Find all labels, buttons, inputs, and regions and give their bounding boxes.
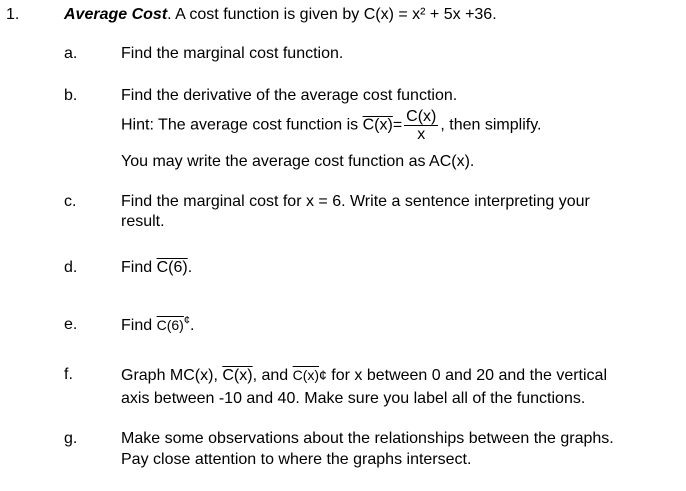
part-e-prefix: Find [121, 317, 157, 334]
part-c-line2: result. [121, 213, 165, 230]
part-e-text [121, 315, 194, 336]
part-f-line1 [121, 365, 607, 386]
part-e-letter: e. [64, 316, 78, 333]
part-b-text: Find the derivative of the average cost function. [121, 87, 458, 104]
part-f-line2: axis between -10 and 40. Make sure you label all of the functions. [121, 390, 586, 407]
part-d-letter: d. [64, 259, 78, 276]
part-f-pre: Graph MC(x), [121, 367, 223, 384]
problem-title [64, 5, 497, 25]
hint-numerator: C(x) [406, 108, 437, 125]
part-c-line1: Find the marginal cost for x = 6. Write a sentence interpreting your [121, 193, 590, 210]
part-g-line2: Pay close attention to where the graphs intersect. [121, 451, 472, 468]
part-b-note: You may write the average cost function as AC(x). [121, 153, 475, 170]
part-a-letter: a. [64, 45, 78, 62]
part-f-expr1: C(x) [222, 367, 253, 384]
part-d-text [121, 258, 192, 278]
part-e-suffix: . [189, 317, 195, 334]
hint-suffix: , then simplify. [440, 116, 542, 134]
hint-denominator: x [417, 126, 426, 143]
title-rest: . A cost function is given by C(x) = x² + 5x +36. [167, 6, 497, 23]
part-g-letter: g. [64, 430, 78, 447]
part-d-expr: C(6) [156, 259, 188, 276]
title-bold: Average Cost [64, 6, 168, 23]
part-c-letter: c. [64, 193, 77, 210]
part-b-letter: b. [64, 87, 78, 104]
part-f-expr2: C(x) [292, 367, 320, 383]
part-f-mark: ¢ [319, 367, 327, 383]
hint-fraction [404, 108, 438, 143]
part-f-post: for x between 0 and 20 and the vertical [326, 367, 608, 384]
part-d-suffix: . [187, 259, 193, 276]
part-f-letter: f. [64, 366, 73, 383]
part-g-line1: Make some observations about the relationships between the graphs. [121, 430, 614, 447]
part-e-mark: ¢ [183, 314, 190, 327]
part-e-expr: C(6) [156, 317, 184, 333]
hint-equals: = [392, 116, 403, 134]
part-f-mid: , and [252, 367, 293, 384]
hint-average-cost: C(x) [362, 116, 393, 134]
problem-number: 1. [6, 6, 20, 23]
part-d-prefix: Find [121, 259, 157, 276]
part-b-hint [121, 108, 541, 143]
hint-prefix: Hint: The average cost function is [121, 116, 363, 134]
part-a-text: Find the marginal cost function. [121, 45, 344, 62]
